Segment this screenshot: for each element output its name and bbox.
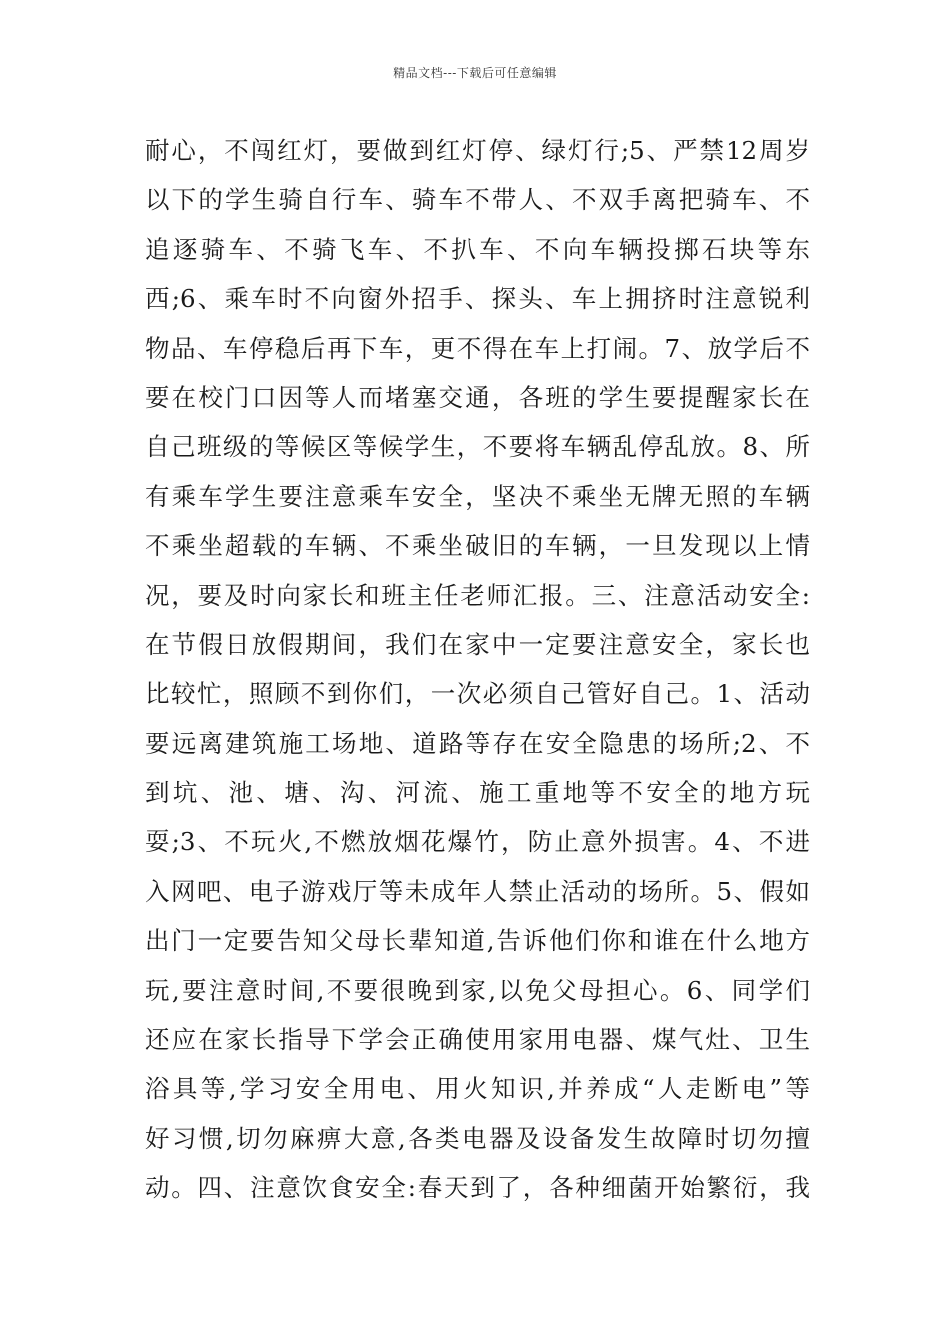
text-line: 有乘车学生要注意乘车安全，坚决不乘坐无牌无照的车辆 [145, 481, 810, 511]
text-line: 到坑、池、塘、沟、河流、施工重地等不安全的地方玩 [145, 778, 810, 808]
page-header: 精品文档---下载后可任意编辑 [393, 66, 557, 80]
text-line: 出门一定要告知父母长辈知道,告诉他们你和谁在什么地方 [145, 926, 810, 956]
text-line: 比较忙，照顾不到你们，一次必须自己管好自己。1、活动 [145, 679, 810, 709]
text-line: 入网吧、电子游戏厅等未成年人禁止活动的场所。5、假如 [145, 876, 810, 906]
text-line: 还应在家长指导下学会正确使用家用电器、煤气灶、卫生 [145, 1025, 810, 1055]
text-line: 西;6、乘车时不向窗外招手、探头、车上拥挤时注意锐利 [145, 284, 810, 314]
text-line: 动。四、注意饮食安全:春天到了，各种细菌开始繁衍，我 [145, 1173, 810, 1203]
text-line: 以下的学生骑自行车、骑车不带人、不双手离把骑车、不 [145, 185, 810, 215]
text-line: 不乘坐超载的车辆、不乘坐破旧的车辆，一旦发现以上情 [145, 531, 810, 561]
text-line: 追逐骑车、不骑飞车、不扒车、不向车辆投掷石块等东 [145, 234, 810, 264]
text-line: 玩,要注意时间,不要很晚到家,以免父母担心。6、同学们 [145, 975, 810, 1005]
text-line: 好习惯,切勿麻痹大意,各类电器及设备发生故障时切勿擅 [145, 1123, 810, 1153]
text-line: 要在校门口因等人而堵塞交通，各班的学生要提醒家长在 [145, 382, 810, 412]
text-line: 耐心，不闯红灯，要做到红灯停、绿灯行;5、严禁12周岁 [145, 136, 810, 165]
text-line: 耍;3、不玩火,不燃放烟花爆竹，防止意外损害。4、不进 [145, 827, 810, 857]
body-text [145, 126, 810, 1213]
text-line: 物品、车停稳后再下车，更不得在车上打闹。7、放学后不 [145, 333, 810, 363]
text-line: 在节假日放假期间，我们在家中一定要注意安全，家长也 [145, 629, 810, 659]
text-line: 浴具等,学习安全用电、用火知识,并养成“人走断电”等 [145, 1074, 810, 1104]
text-line: 要远离建筑施工场地、道路等存在安全隐患的场所;2、不 [145, 728, 810, 758]
text-line: 自己班级的等候区等候学生，不要将车辆乱停乱放。8、所 [145, 432, 810, 462]
text-line: 况，要及时向家长和班主任老师汇报。三、注意活动安全: [145, 580, 810, 610]
